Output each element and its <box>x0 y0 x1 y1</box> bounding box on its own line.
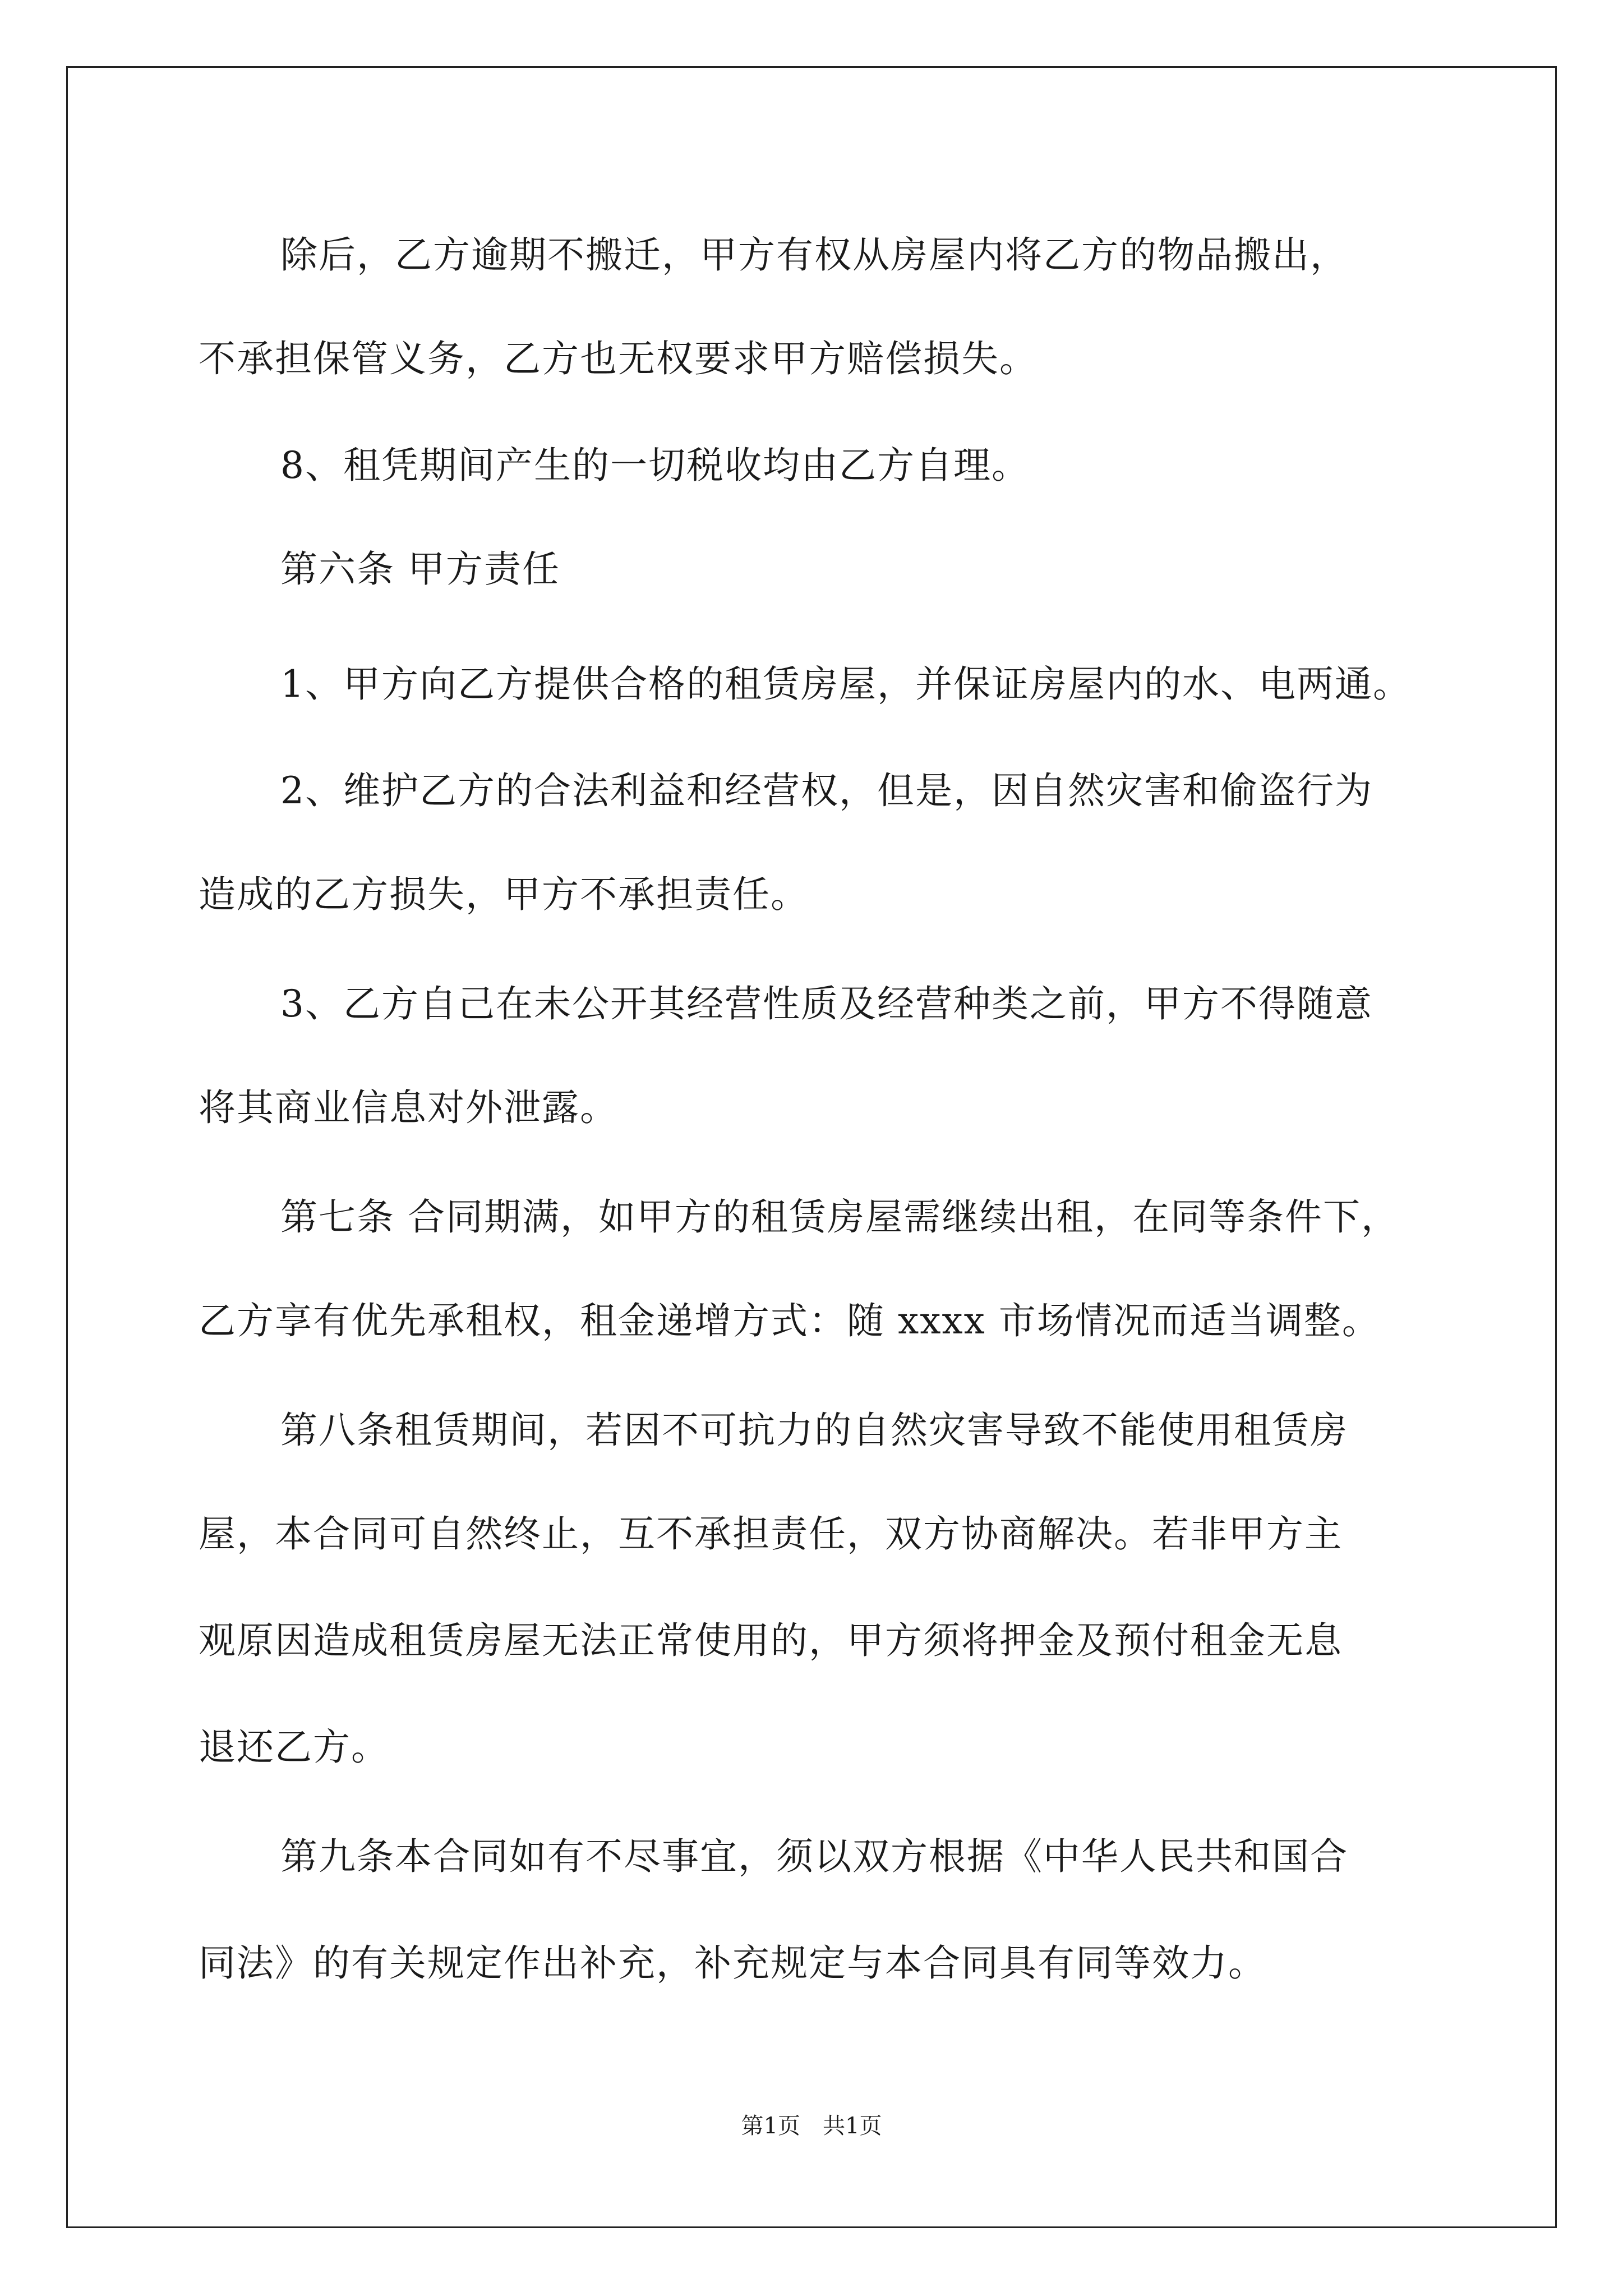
section-heading: 第六条 甲方责任 <box>280 547 560 591</box>
text-line: 第八条租赁期间，若因不可抗力的自然灾害导致不能使用租赁房 <box>280 1409 1348 1452</box>
text-line: 除后，乙方逾期不搬迁，甲方有权从房屋内将乙方的物品搬出， <box>280 233 1348 277</box>
text-line: 8、租凭期间产生的一切税收均由乙方自理。 <box>280 444 1030 487</box>
text-line: 乙方享有优先承租权，租金递增方式：随 xxxx 市场情况而适当调整。 <box>199 1299 1380 1342</box>
text-line: 3、乙方自己在未公开其经营性质及经营种类之前，甲方不得随意 <box>280 982 1373 1025</box>
text-line: 屋，本合同可自然终止，互不承担责任，双方协商解决。若非甲方主 <box>199 1512 1343 1556</box>
text-line: 退还乙方。 <box>199 1726 389 1769</box>
text-line: 2、维护乙方的合法利益和经营权，但是，因自然灾害和偷盗行为 <box>280 769 1373 812</box>
text-line: 1、甲方向乙方提供合格的租赁房屋，并保证房屋内的水、电两通。 <box>280 662 1411 706</box>
text-line: 同法》的有关规定作出补充，补充规定与本合同具有同等效力。 <box>199 1941 1266 1985</box>
text-line: 不承担保管义务，乙方也无权要求甲方赔偿损失。 <box>199 337 1038 380</box>
page-footer: 第1页 共1页 <box>741 2113 882 2139</box>
text-line: 造成的乙方损失，甲方不承担责任。 <box>199 873 809 916</box>
text-line: 第七条 合同期满，如甲方的租赁房屋需继续出租，在同等条件下， <box>280 1195 1399 1239</box>
text-line: 将其商业信息对外泄露。 <box>199 1086 618 1129</box>
text-line: 第九条本合同如有不尽事宜，须以双方根据《中华人民共和国合 <box>280 1835 1348 1878</box>
text-line: 观原因造成租赁房屋无法正常使用的，甲方须将押金及预付租金无息 <box>199 1619 1343 1662</box>
page-border <box>66 66 1557 2228</box>
